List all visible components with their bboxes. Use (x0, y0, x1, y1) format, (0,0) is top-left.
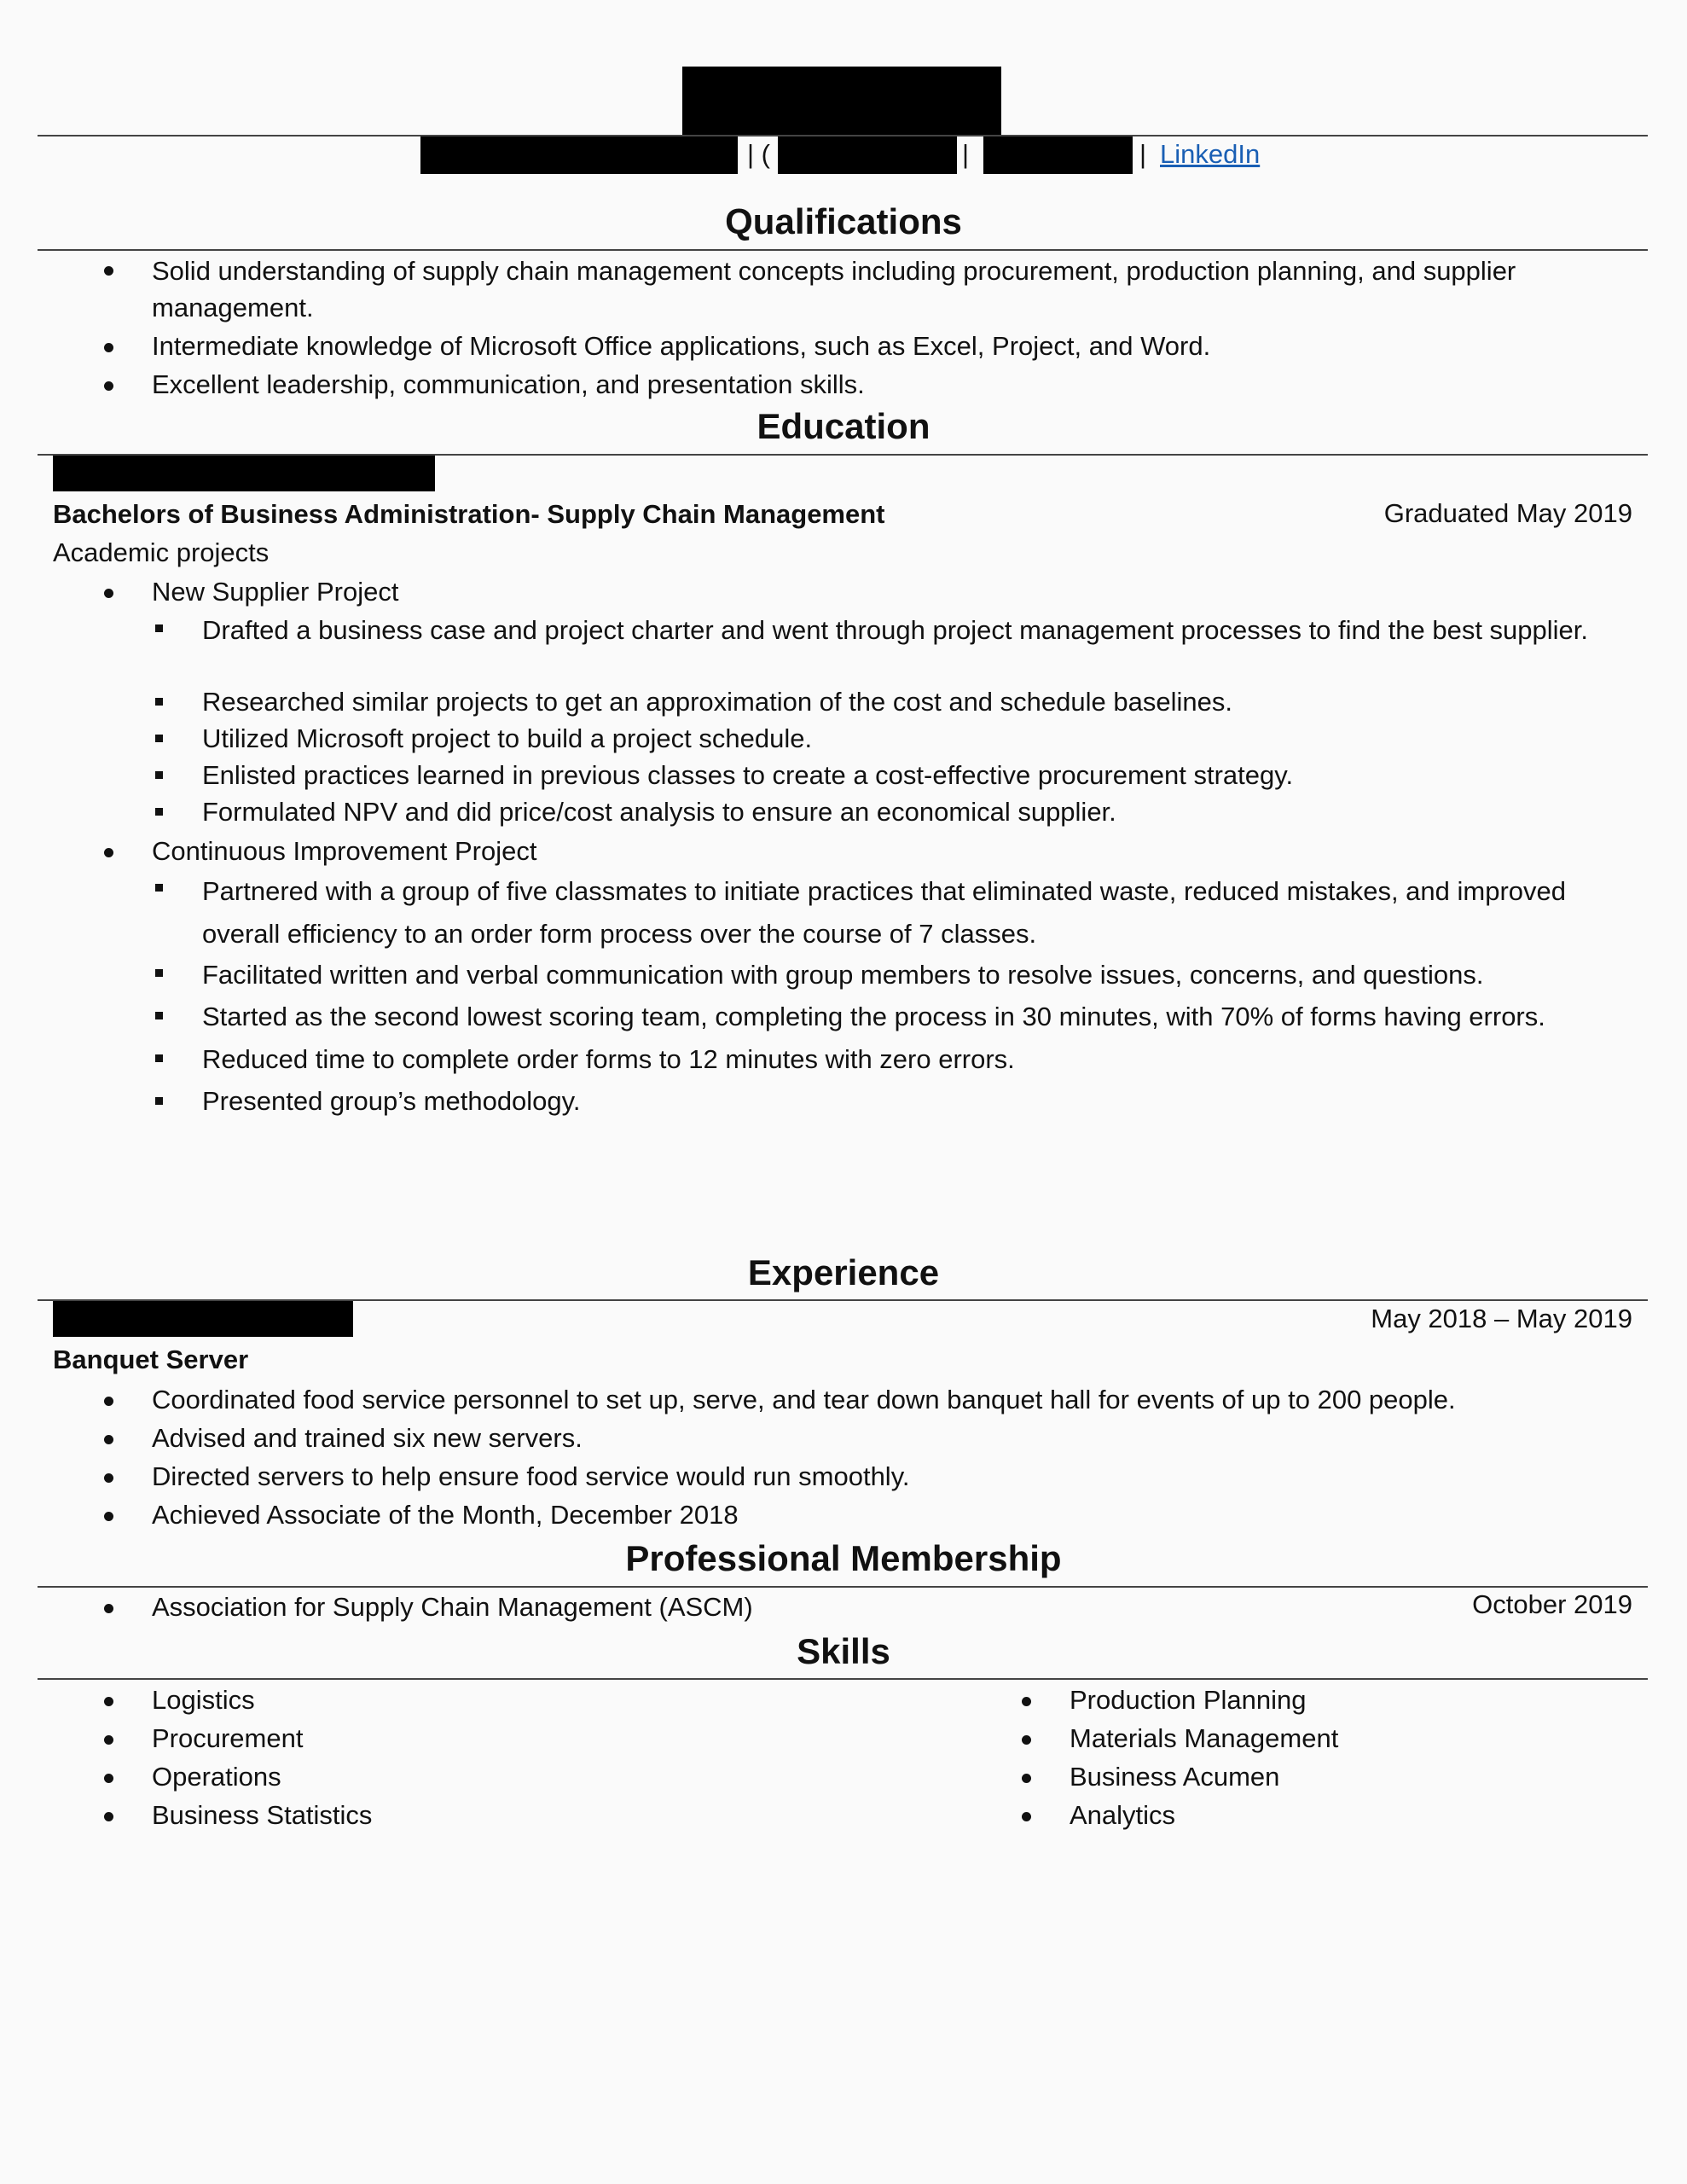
list-item: Intermediate knowledge of Microsoft Office applications, such as Excel, Project, and Word. (152, 331, 1211, 361)
education-title: Education (757, 406, 930, 446)
list-item: Excellent leadership, communication, and presentation skills. (152, 369, 865, 399)
redacted-employer (53, 1301, 353, 1337)
membership-title: Professional Membership (625, 1538, 1062, 1578)
bullet-icon (104, 1735, 113, 1745)
square-bullet-icon (155, 771, 163, 779)
list-item: Achieved Associate of the Month, December 2018 (152, 1500, 739, 1530)
bullet-icon (104, 848, 113, 857)
skill-item: Business Statistics (152, 1800, 373, 1830)
membership-item: Association for Supply Chain Management (ASCM) (152, 1592, 753, 1622)
skills-title: Skills (797, 1631, 890, 1671)
list-item: Advised and trained six new servers. (152, 1423, 583, 1453)
project-detail: Started as the second lowest scoring team, completing the process in 30 minutes, with 70% of forms having errors. (202, 1002, 1545, 1031)
redacted-email (983, 136, 1133, 174)
header-separator: | (962, 139, 970, 169)
square-bullet-icon (155, 1012, 163, 1019)
skill-item: Materials Management (1070, 1723, 1339, 1753)
project-name: New Supplier Project (152, 577, 399, 607)
square-bullet-icon (155, 1097, 163, 1105)
list-item: Directed servers to help ensure food service would run smoothly. (152, 1461, 910, 1491)
square-bullet-icon (155, 969, 163, 977)
bullet-icon (104, 1512, 113, 1521)
skill-item: Operations (152, 1762, 281, 1792)
bullet-icon (1022, 1774, 1031, 1783)
bullet-icon (104, 1435, 113, 1444)
square-bullet-icon (155, 698, 163, 706)
linkedin-link[interactable]: LinkedIn (1160, 139, 1261, 169)
bullet-icon (104, 1812, 113, 1821)
project-detail: Drafted a business case and project charter and went through project management processes to find the best supplier. (202, 615, 1589, 645)
square-bullet-icon (155, 1054, 163, 1062)
square-bullet-icon (155, 624, 163, 632)
project-detail: Presented group’s methodology. (202, 1086, 581, 1116)
list-item: Coordinated food service personnel to set up, serve, and tear down banquet hall for events of up to 200 people. (152, 1385, 1456, 1414)
skill-item: Production Planning (1070, 1685, 1307, 1715)
academic-projects-label: Academic projects (53, 537, 270, 567)
bullet-icon (104, 381, 113, 391)
bullet-icon (104, 343, 113, 352)
qualifications-title: Qualifications (725, 201, 962, 241)
bullet-icon (104, 1604, 113, 1613)
project-detail: Researched similar projects to get an approximation of the cost and schedule baselines. (202, 687, 1232, 717)
bullet-icon (104, 1774, 113, 1783)
bullet-icon (104, 1697, 113, 1706)
experience-dates: May 2018 – May 2019 (1371, 1304, 1632, 1333)
bullet-icon (104, 1473, 113, 1483)
membership-rule (38, 1586, 1648, 1588)
skills-rule (38, 1678, 1648, 1680)
redacted-address (420, 136, 738, 174)
skill-item: Analytics (1070, 1800, 1176, 1830)
redacted-phone (778, 136, 957, 174)
bullet-icon (1022, 1735, 1031, 1745)
bullet-icon (1022, 1697, 1031, 1706)
bullet-icon (104, 589, 113, 598)
job-title: Banquet Server (53, 1345, 249, 1374)
bullet-icon (1022, 1812, 1031, 1821)
degree-title: Bachelors of Business Administration- Supply Chain Management (53, 499, 885, 529)
experience-title: Experience (747, 1252, 940, 1292)
membership-date: October 2019 (1472, 1589, 1632, 1619)
bullet-icon (104, 266, 113, 276)
project-name: Continuous Improvement Project (152, 836, 537, 866)
project-detail: Reduced time to complete order forms to 12 minutes with zero errors. (202, 1044, 1015, 1074)
header-separator: | (1139, 139, 1147, 169)
square-bullet-icon (155, 735, 163, 742)
project-detail: Utilized Microsoft project to build a project schedule. (202, 723, 813, 753)
bullet-icon (104, 1397, 113, 1406)
graduation-date: Graduated May 2019 (1383, 498, 1632, 528)
project-detail: Facilitated written and verbal communication with group members to resolve issues, concerns, and questions. (202, 960, 1484, 990)
list-item: Solid understanding of supply chain management concepts including procurement, production planning, and supplier management. (152, 256, 1516, 322)
skill-item: Procurement (152, 1723, 304, 1753)
skill-item: Business Acumen (1070, 1762, 1280, 1792)
project-detail: Enlisted practices learned in previous classes to create a cost-effective procurement strategy. (202, 760, 1294, 790)
project-detail: Formulated NPV and did price/cost analysis to ensure an economical supplier. (202, 797, 1116, 827)
redacted-school (53, 456, 435, 491)
square-bullet-icon (155, 884, 163, 892)
redacted-name (682, 67, 1001, 136)
project-detail: Partnered with a group of five classmates to initiate practices that eliminated waste, reduced mistakes, and improved overall efficiency to an order form process over the course of 7 classes. (202, 876, 1567, 949)
skill-item: Logistics (152, 1685, 255, 1715)
square-bullet-icon (155, 808, 163, 816)
qualifications-rule (38, 249, 1648, 251)
header-separator: | ( (747, 139, 770, 169)
